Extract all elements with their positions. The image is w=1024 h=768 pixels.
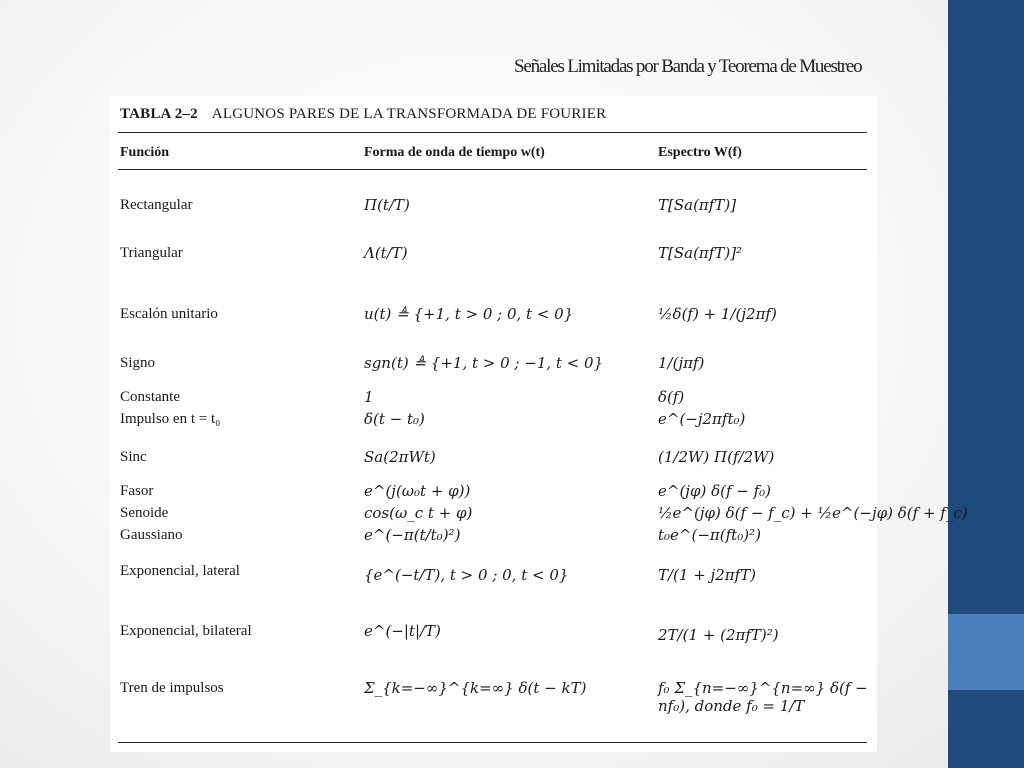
- row-name: Exponencial, bilateral: [120, 623, 252, 639]
- row-name: Impulso en t = t₀: [120, 411, 221, 427]
- row-waveform: e^(−|t|/T): [364, 622, 441, 640]
- row-waveform: {e^(−t/T), t > 0 ; 0, t < 0}: [364, 566, 569, 584]
- row-waveform: Σ_{k=−∞}^{k=∞} δ(t − kT): [364, 679, 587, 697]
- row-spectrum: f₀ Σ_{n=−∞}^{n=∞} δ(f − nf₀), donde f₀ = 1/T: [658, 679, 868, 715]
- row-spectrum: 1/(jπf): [658, 354, 705, 372]
- row-spectrum: T[Sa(πfT)]: [658, 196, 737, 214]
- row-name: Exponencial, lateral: [120, 563, 240, 579]
- row-spectrum: (1/2W) Π(f/2W): [658, 448, 775, 466]
- row-name: Tren de impulsos: [120, 680, 224, 696]
- table-title: ALGUNOS PARES DE LA TRANSFORMADA DE FOURIER: [211, 106, 607, 122]
- header-spectrum: Espectro W(f): [658, 145, 742, 160]
- row-spectrum: 2T/(1 + (2πfT)²): [658, 626, 779, 644]
- row-name: Senoide: [120, 505, 169, 521]
- row-waveform: Λ(t/T): [364, 244, 408, 262]
- row-name: Rectangular: [120, 197, 193, 213]
- header-rule: [118, 169, 867, 170]
- fourier-pairs-table: [110, 96, 968, 752]
- row-waveform: u(t) ≜ {+1, t > 0 ; 0, t < 0}: [364, 305, 574, 323]
- row-spectrum: ½e^(jφ) δ(f − f_c) + ½e^(−jφ) δ(f + f_c): [658, 504, 968, 522]
- header-function: Función: [120, 145, 170, 160]
- row-waveform: δ(t − t₀): [364, 410, 425, 428]
- row-waveform: 1: [364, 388, 374, 406]
- bottom-rule: [118, 742, 867, 743]
- row-waveform: Π(t/T): [364, 196, 410, 214]
- decorative-rail-accent: [948, 614, 1024, 690]
- row-spectrum: T[Sa(πfT)]²: [658, 244, 743, 262]
- row-spectrum: δ(f): [658, 388, 685, 406]
- row-name: Signo: [120, 355, 156, 371]
- row-spectrum: e^(−j2πft₀): [658, 410, 746, 428]
- row-waveform: e^(j(ω₀t + φ)): [364, 482, 471, 500]
- row-name: Triangular: [120, 245, 183, 261]
- row-name: Gaussiano: [120, 527, 183, 543]
- table-number: TABLA 2–2: [120, 106, 198, 122]
- row-waveform: e^(−π(t/t₀)²): [364, 526, 461, 544]
- row-waveform: cos(ω_c t + φ): [364, 504, 473, 522]
- row-name: Fasor: [120, 483, 154, 499]
- row-name: Sinc: [120, 449, 147, 465]
- row-waveform: sgn(t) ≜ {+1, t > 0 ; −1, t < 0}: [364, 354, 604, 372]
- top-rule: [118, 132, 867, 133]
- slide-title: Señales Limitadas por Banda y Teorema de Muestreo: [514, 56, 862, 77]
- row-spectrum: T/(1 + j2πfT): [658, 566, 757, 584]
- row-spectrum: t₀e^(−π(ft₀)²): [658, 526, 761, 544]
- row-name: Constante: [120, 389, 180, 405]
- table-caption: [120, 106, 606, 123]
- row-spectrum: e^(jφ) δ(f − f₀): [658, 482, 772, 500]
- row-waveform: Sa(2πWt): [364, 448, 436, 466]
- header-waveform: Forma de onda de tiempo w(t): [364, 145, 545, 160]
- row-name: Escalón unitario: [120, 306, 218, 322]
- row-spectrum: ½δ(f) + 1/(j2πf): [658, 305, 777, 323]
